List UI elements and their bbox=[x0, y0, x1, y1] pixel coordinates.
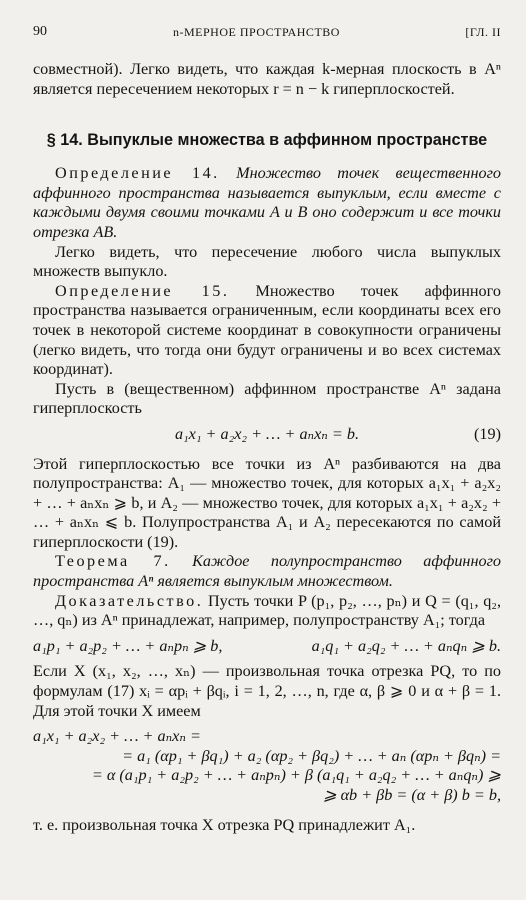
theorem-7 bbox=[33, 552, 501, 591]
intersection-paragraph: Легко видеть, что пересечение любого числа выпуклых множеств выпукло. bbox=[33, 242, 501, 281]
proof-paragraph bbox=[33, 592, 501, 631]
definition-15-text: Множество точек аффинного пространства называется ограниченным, если координаты всех его точек в некоторой системе координат в совокупности ограничены (легко видеть, что тогда они будут ограничены и во всех системах координат). bbox=[33, 281, 501, 379]
equation-19 bbox=[33, 425, 501, 445]
definition-14 bbox=[33, 164, 501, 242]
proof-text: Пусть точки P (p₁, p₂, …, pₙ) и Q = (q₁, q₂, …, qₙ) из Aⁿ принадлежат, например, полупространству A₁; тогда bbox=[33, 591, 501, 630]
equation-19-body: a₁x₁ + a₂x₂ + … + aₙxₙ = b. bbox=[174, 424, 360, 443]
section-title: § 14. Выпуклые множества в аффинном пространстве bbox=[46, 131, 488, 150]
equation-pq-right: a₁q₁ + a₂q₂ + … + aₙqₙ ⩾ b. bbox=[311, 636, 501, 655]
definition-14-label: Определение 14. bbox=[55, 164, 220, 183]
hyperplane-paragraph: Пусть в (вещественном) аффинном пространстве Aⁿ задана гиперплоскость bbox=[33, 379, 501, 418]
equation-chain-line-2 bbox=[33, 747, 501, 767]
definition-15 bbox=[33, 282, 501, 380]
equation-chain-text-2: = a₁ (αp₁ + βq₁) + a₂ (αp₂ + βq₂) + … + aₙ (αpₙ + βqₙ) = bbox=[122, 746, 501, 765]
point-x-paragraph: Если X (x₁, x₂, …, xₙ) — произвольная точка отрезка PQ, то по формулам (17) xᵢ = αpᵢ + βqᵢ, i = 1, 2, …, n, где α, β ⩾ 0 и α + β = 1. Для этой точки X имеем bbox=[33, 662, 501, 720]
equation-chain-line-4 bbox=[33, 786, 501, 806]
equation-chain-line-3 bbox=[33, 766, 501, 786]
equation-chain-text-4: ⩾ αb + βb = (α + β) b = b, bbox=[322, 786, 501, 804]
equation-pq bbox=[33, 637, 501, 657]
equation-chain-line-1 bbox=[33, 727, 501, 747]
page-number: 90 bbox=[33, 24, 47, 39]
book-page bbox=[33, 24, 501, 835]
definition-15-label: Определение 15. bbox=[55, 281, 230, 300]
equation-chain-text-1: a₁x₁ + a₂x₂ + … + aₙxₙ = bbox=[33, 727, 201, 746]
intro-paragraph: совместной). Легко видеть, что каждая k-мерная плоскость в Aⁿ является пересечением некоторых r = n − k гиперплоскостей. bbox=[33, 60, 501, 98]
theorem-7-text: Каждое полупространство аффинного пространства Aⁿ является выпуклым множеством. bbox=[33, 552, 501, 591]
running-title: n-МЕРНОЕ ПРОСТРАНСТВО bbox=[173, 25, 340, 39]
proof-label: Доказательство. bbox=[55, 591, 204, 610]
conclusion-paragraph: т. е. произвольная точка X отрезка PQ принадлежит A₁. bbox=[33, 815, 416, 834]
halfspaces-paragraph: Этой гиперплоскостью все точки из Aⁿ разбиваются на два полупространства: A₁ — множество точек, для которых a₁x₁ + a₂x₂ + … + aₙxₙ ⩾ b, и A₂ — множество точек, для которых a₁x₁ + a₂x₂ + … + aₙxₙ ⩽ b. Полупространства A₁ и A₂ пересекаются по самой гиперплоскости (19). bbox=[33, 454, 501, 551]
theorem-7-label: Теорема 7. bbox=[55, 552, 171, 571]
equation-chain-text-3: = α (a₁p₁ + a₂p₂ + … + aₙpₙ) + β (a₁q₁ + a₂q₂ + … + aₙqₙ) ⩾ bbox=[91, 766, 501, 785]
definition-14-text: Множество точек вещественного аффинного пространства называется выпуклым, если вместе с каждыми двумя своими точками A и B оно содержит и все точки отрезка AB. bbox=[33, 164, 501, 241]
page-header bbox=[33, 24, 501, 46]
equation-pq-left: a₁p₁ + a₂p₂ + … + aₙpₙ ⩾ b, bbox=[33, 636, 223, 655]
chapter-label: [ГЛ. II bbox=[465, 25, 501, 39]
equation-19-number: (19) bbox=[474, 424, 501, 443]
